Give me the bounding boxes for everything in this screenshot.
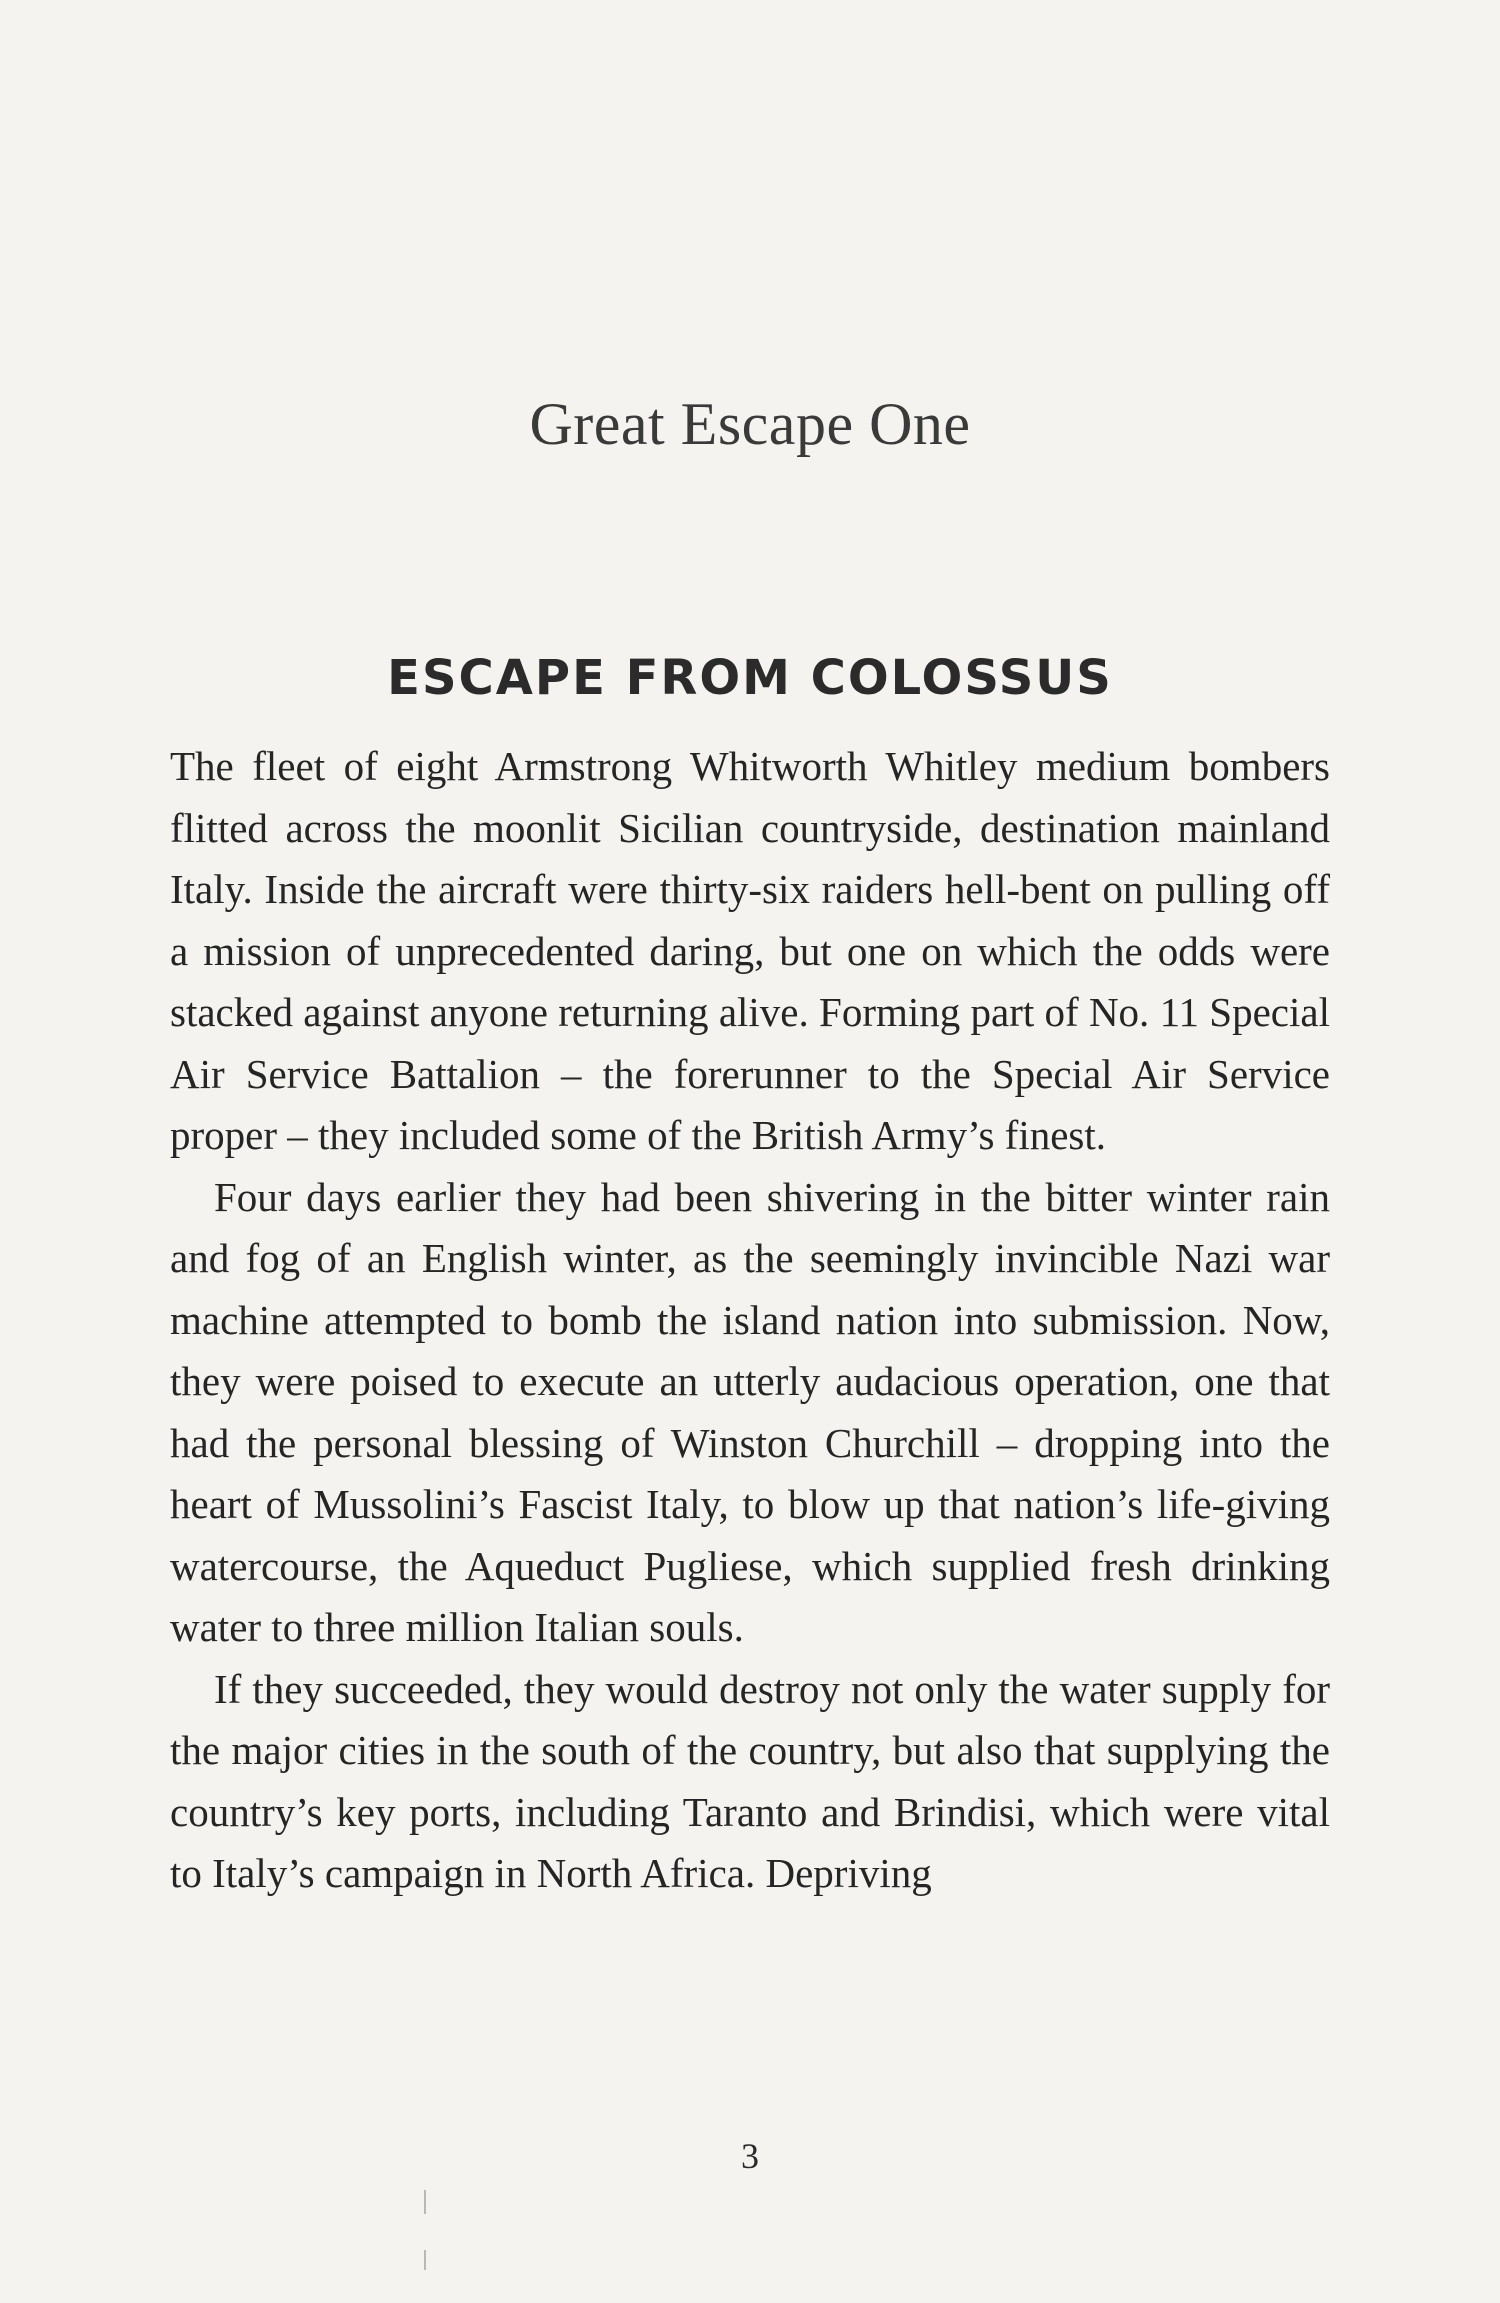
chapter-title: ESCAPE FROM COLOSSUS: [387, 649, 1113, 706]
paragraph-2: Four days earlier they had been shivering in the bitter winter rain and fog of an English winter, as the seemingly invincible Nazi war machine attempted to bomb the island nation into submission. Now, they were poised to execute an utterly audacious operation, one that had the personal blessing of Winston Churchill – dropping into the heart of Mussolini’s Fascist Italy, to blow up that nation’s life-giving watercourse, the Aqueduct Pugliese, which supplied fresh drinking water to three million Italian souls.: [170, 1173, 1330, 1650]
scan-artifact-mark: [424, 2250, 426, 2270]
body-text: [170, 736, 1330, 1905]
part-title: Great Escape One: [529, 391, 971, 458]
page-number: 3: [741, 2136, 759, 2176]
paragraph-1: The fleet of eight Armstrong Whitworth Whitley medium bombers flitted across the moonlit Sicilian countryside, destination mainland Italy. Inside the aircraft were thirty-six raiders hell-bent on pulling off a mission of unprecedented daring, but one on which the odds were stacked against anyone returning alive. Forming part of No. 11 Special Air Service Battalion – the forerunner to the Special Air Service proper – they included some of the British Army’s finest.: [170, 743, 1330, 1158]
scan-artifact-mark: [424, 2190, 426, 2214]
paragraph-3: If they succeeded, they would destroy not only the water supply for the major cities in the south of the country, but also that supplying the country’s key ports, including Taranto and Brindisi, which were vital to Italy’s campaign in North Africa. Depriving: [170, 1665, 1330, 1896]
